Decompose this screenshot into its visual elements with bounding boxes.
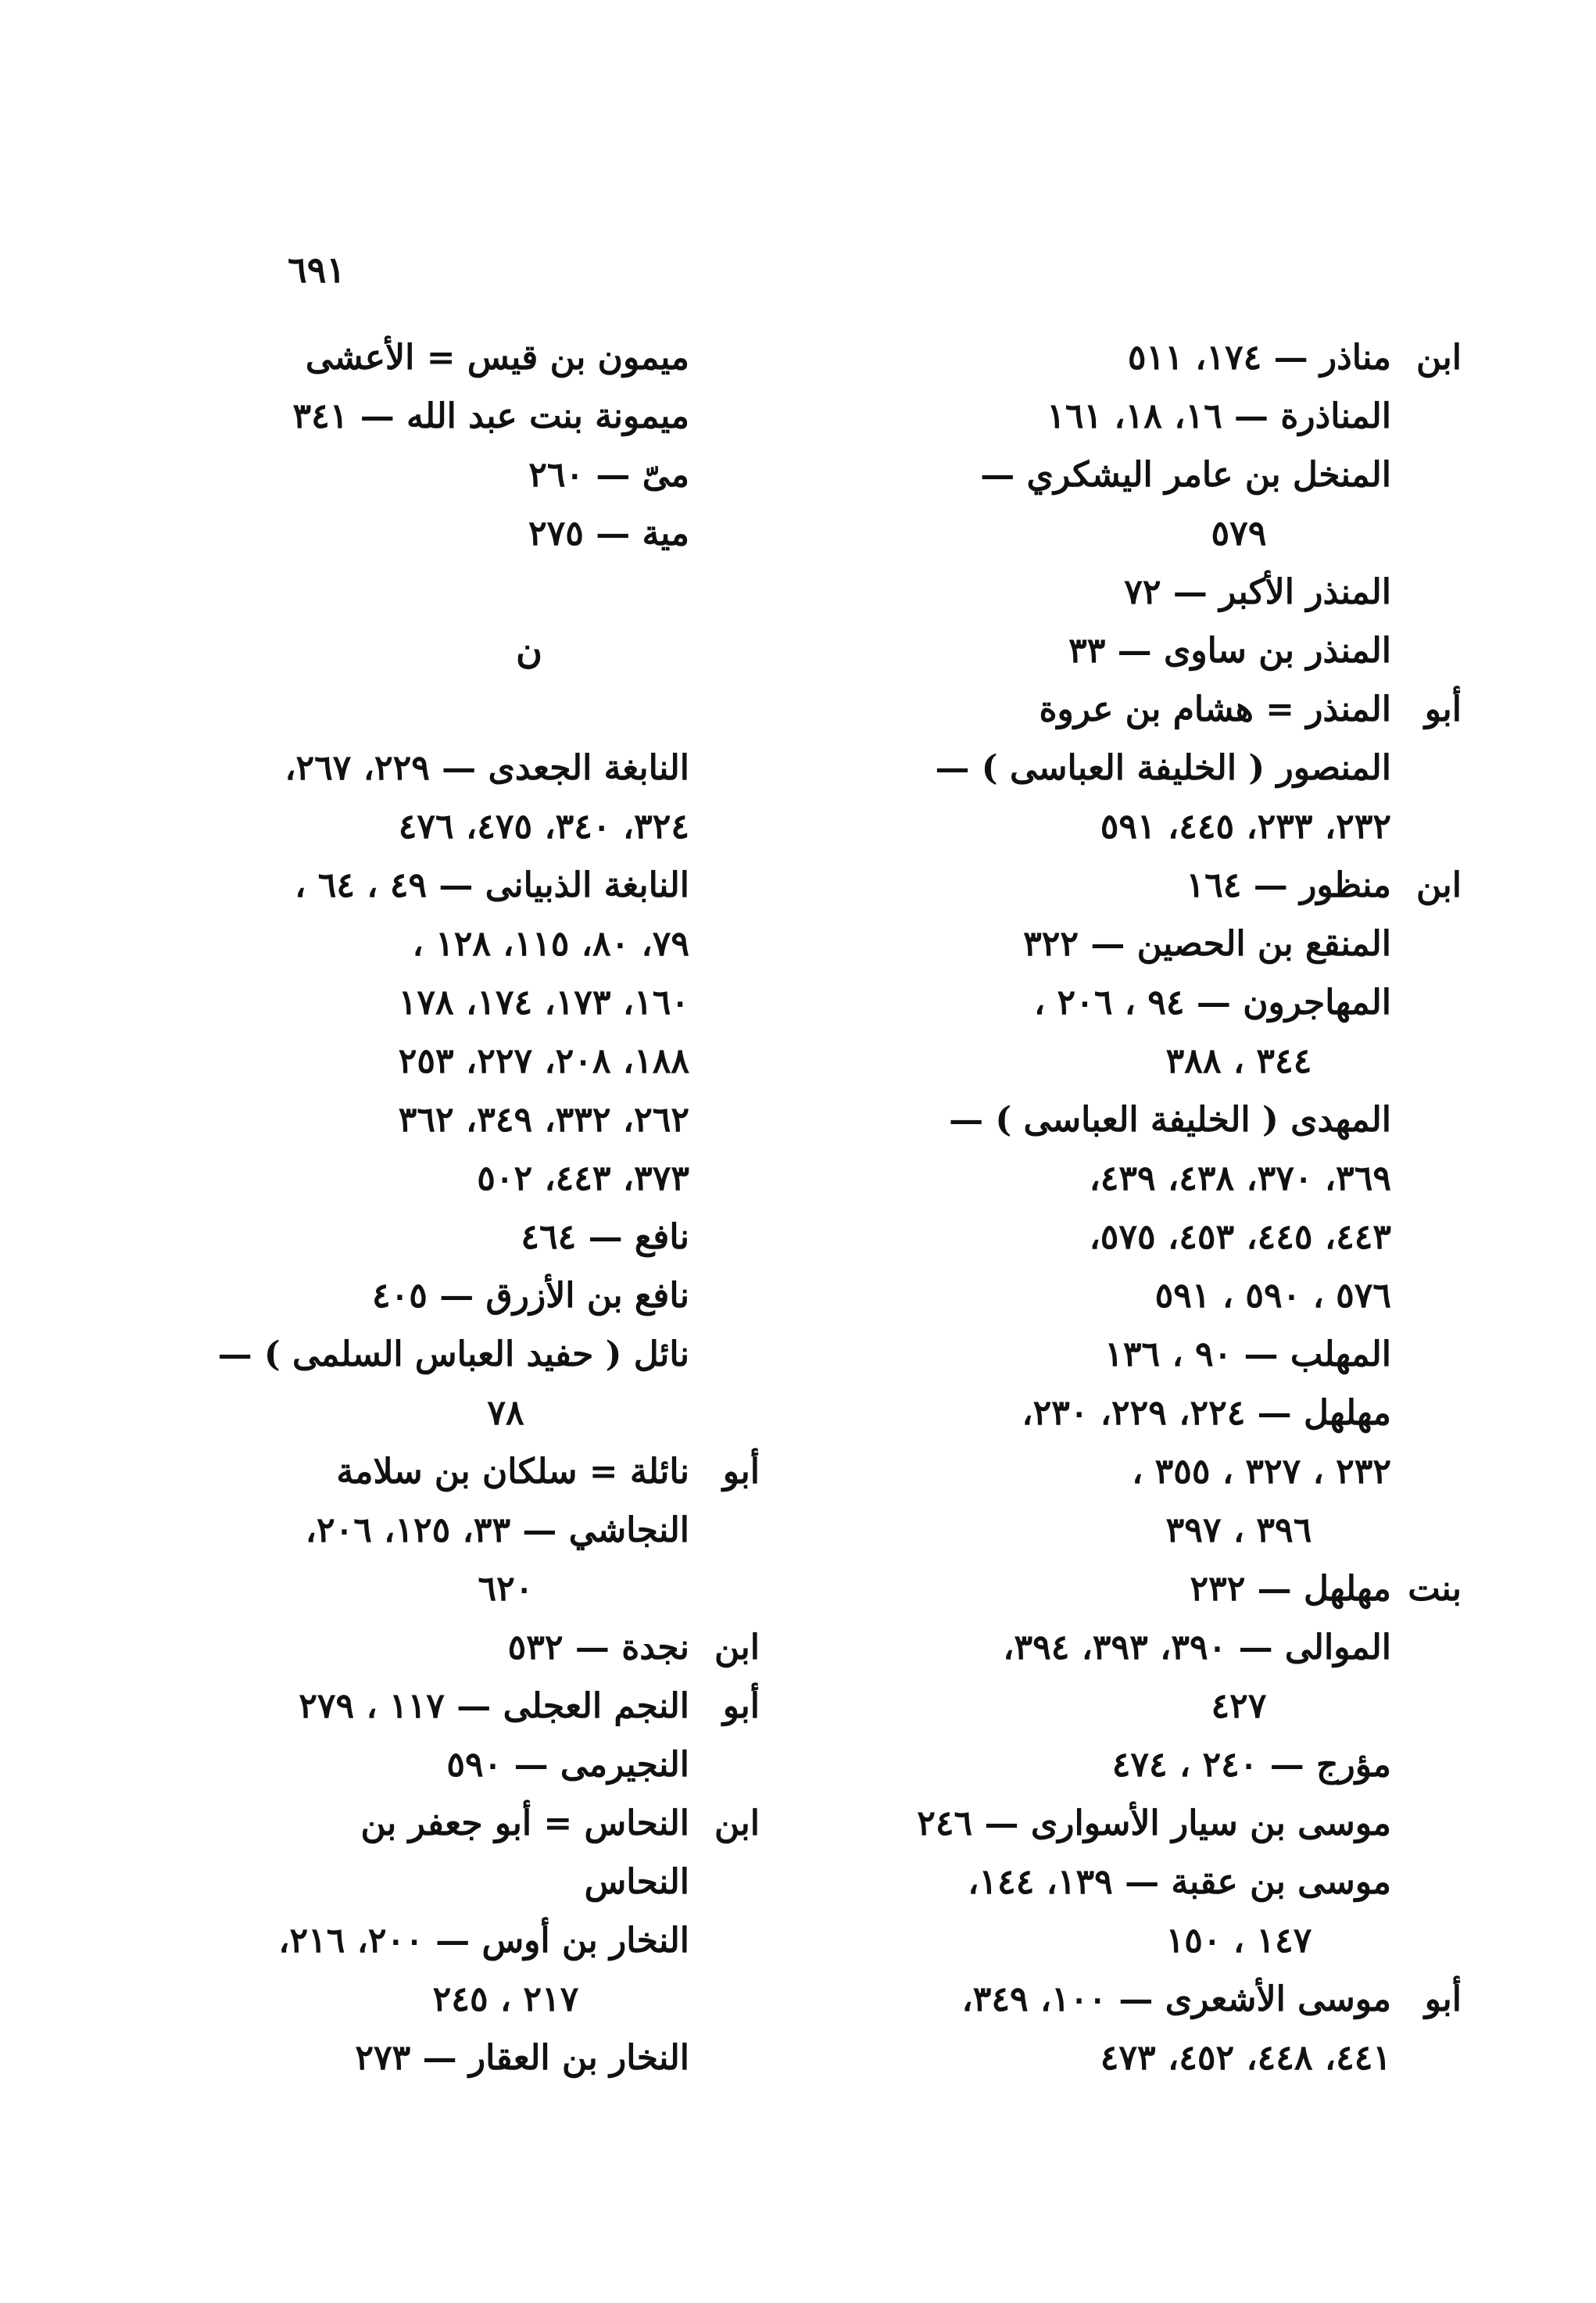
entry-prefix — [1391, 1794, 1462, 1853]
entry-prefix — [689, 1560, 760, 1618]
entry-text: النجاشي — ٣٣، ١٢٥، ٢٠٦، — [305, 1510, 689, 1550]
entry-prefix — [1391, 1091, 1462, 1149]
index-entry — [993, 1149, 1462, 1208]
entry-text: ميمون بن قيس = الأعشى — [305, 338, 689, 378]
index-entry — [228, 387, 760, 446]
entry-text: ٣٤٤ ، ٣٨٨ — [1165, 1041, 1312, 1081]
index-entry — [993, 387, 1462, 446]
entry-text: ١٤٧ ، ١٥٠ — [1165, 1921, 1312, 1961]
entry-prefix — [1391, 1853, 1462, 1911]
index-entry — [228, 504, 760, 563]
entry-prefix — [1391, 504, 1462, 563]
index-entry — [228, 1677, 760, 1735]
index-entry — [228, 856, 760, 915]
index-entry — [917, 1794, 1462, 1853]
index-entry — [993, 1325, 1462, 1384]
entry-text: مهلهل — ٢٢٤، ٢٢٩، ٢٣٠، — [1022, 1393, 1391, 1433]
index-entry — [228, 1208, 760, 1266]
entry-text: ميمونة بنت عبد الله — ٣٤١ — [292, 396, 689, 436]
entry-text: ٥٧٦ ، ٥٩٠ ، ٥٩١ — [1154, 1276, 1391, 1316]
index-column-left — [217, 328, 760, 2087]
index-entry — [228, 1853, 760, 1911]
index-entry — [961, 1970, 1462, 2029]
entry-prefix — [689, 1911, 760, 1970]
entry-text: المنذر = هشام بن عروة — [1039, 689, 1391, 729]
entry-text: ١٦٠، ١٧٣، ١٧٤، ١٧٨ — [398, 983, 689, 1023]
entry-text: ٣٩٦ ، ٣٩٧ — [1165, 1510, 1312, 1550]
entry-prefix — [689, 1208, 760, 1266]
entry-text: المهدى ( الخليفة العباسى ) — — [949, 1100, 1391, 1140]
entry-prefix — [689, 1266, 760, 1325]
entry-text: المنصور ( الخليفة العباسى ) — — [935, 748, 1391, 788]
index-entry — [993, 973, 1462, 1032]
entry-text: نجدة — ٥٣٢ — [507, 1628, 689, 1667]
index-entry — [228, 1442, 760, 1501]
entry-text: ٣٢٤، ٣٤٠، ٤٧٥، ٤٧٦ — [398, 807, 689, 847]
index-entry — [993, 1442, 1462, 1501]
page-number: ٦٩١ — [288, 249, 346, 291]
entry-prefix: أبو — [1424, 1979, 1462, 2019]
entry-text: المناذرة — ١٦، ١٨، ١٦١ — [1047, 396, 1391, 436]
index-column-right — [917, 328, 1462, 2087]
index-entry — [993, 797, 1462, 856]
entry-text: ٤٤١، ٤٤٨، ٤٥٢، ٤٧٣ — [1100, 2038, 1391, 2078]
index-entry — [993, 563, 1462, 621]
index-entry — [993, 1266, 1462, 1325]
index-entry — [228, 2029, 760, 2087]
entry-prefix — [1391, 797, 1462, 856]
index-entry — [217, 1325, 760, 1384]
index-entry — [993, 1677, 1462, 1735]
entry-prefix — [1391, 387, 1462, 446]
entry-text: المهاجرون — ٩٤ ، ٢٠٦ ، — [1034, 983, 1391, 1023]
index-entry — [993, 1384, 1462, 1442]
entry-text: موسى بن سيار الأسوارى — ٢٤٦ — [917, 1803, 1391, 1843]
entry-text: مناذر — ١٧٤، ٥١١ — [1127, 338, 1391, 378]
entry-prefix — [689, 387, 760, 446]
index-entry — [228, 1618, 760, 1677]
index-entry — [968, 1853, 1462, 1911]
entry-prefix — [1391, 1149, 1462, 1208]
entry-text: منظور — ١٦٤ — [1186, 865, 1391, 905]
index-entry — [993, 915, 1462, 973]
index-entry — [228, 1032, 760, 1091]
entry-text: النجم العجلى — ١١٧ ، ٢٧٩ — [299, 1686, 689, 1726]
index-entry — [935, 739, 1462, 797]
entry-text: ٦٢٠ — [478, 1569, 534, 1609]
index-entry — [993, 328, 1462, 387]
index-entry — [228, 739, 760, 797]
entry-prefix — [689, 739, 760, 797]
entry-prefix — [1391, 1384, 1462, 1442]
entry-text: مهلهل — ٢٣٢ — [1190, 1569, 1391, 1609]
entry-text: ٤٤٣، ٤٤٥، ٤٥٣، ٥٧٥، — [1089, 1217, 1391, 1257]
entry-prefix — [1391, 621, 1462, 680]
index-entry — [228, 797, 760, 856]
entry-text: النابغة الذبيانى — ٤٩ ، ٦٤ ، — [295, 865, 689, 905]
entry-prefix — [1391, 915, 1462, 973]
entry-text: موسى الأشعرى — ١٠٠، ٣٤٩، — [961, 1979, 1391, 2019]
entry-prefix: ابن — [714, 1803, 760, 1843]
entry-prefix — [1391, 1208, 1462, 1266]
entry-prefix — [689, 915, 760, 973]
entry-prefix — [689, 1735, 760, 1794]
entry-text: المنذر الأكبر — ٧٢ — [1124, 572, 1391, 612]
entry-prefix — [689, 1091, 760, 1149]
entry-prefix — [1391, 1325, 1462, 1384]
index-entry — [993, 1618, 1462, 1677]
index-entry — [993, 2029, 1462, 2087]
entry-prefix — [689, 1501, 760, 1560]
entry-text: ٧٨ — [487, 1393, 524, 1433]
entry-text: نائلة = سلكان بن سلامة — [336, 1452, 689, 1492]
index-entry — [228, 973, 760, 1032]
index-entry — [949, 1091, 1462, 1149]
entry-text: نافع — ٤٦٤ — [521, 1217, 689, 1257]
entry-prefix — [689, 797, 760, 856]
index-entry — [993, 1911, 1462, 1970]
entry-text: النحاس — [584, 1862, 689, 1902]
index-entry — [993, 1032, 1462, 1091]
index-entry — [228, 1266, 760, 1325]
entry-prefix — [689, 2029, 760, 2087]
entry-text: النابغة الجعدى — ٢٢٩، ٢٦٧، — [284, 748, 689, 788]
entry-prefix — [689, 1384, 760, 1442]
entry-prefix — [1391, 1266, 1462, 1325]
entry-text: ٤٢٧ — [1211, 1686, 1267, 1726]
entry-prefix: أبو — [1424, 689, 1462, 729]
entry-prefix — [689, 973, 760, 1032]
entry-prefix — [1391, 1501, 1462, 1560]
entry-prefix — [1391, 1618, 1462, 1677]
index-entry — [228, 1501, 760, 1560]
entry-prefix — [1391, 1677, 1462, 1735]
entry-prefix — [1391, 446, 1462, 504]
entry-text: ٣٦٩، ٣٧٠، ٤٣٨، ٤٣٩، — [1089, 1159, 1391, 1198]
entry-prefix — [1391, 1911, 1462, 1970]
index-entry — [228, 328, 760, 387]
entry-text: المنقع بن الحصين — ٣٢٢ — [1023, 924, 1391, 964]
index-entry — [993, 1560, 1462, 1618]
entry-text: ٢٦٢، ٣٣٢، ٣٤٩، ٣٦٢ — [398, 1100, 689, 1140]
entry-text: ٧٩، ٨٠، ١١٥، ١٢٨ ، — [412, 924, 689, 964]
entry-prefix: أبو — [722, 1686, 760, 1726]
entry-text: المنخل بن عامر اليشكري — — [980, 455, 1391, 495]
index-entry — [980, 446, 1462, 504]
index-entry — [993, 504, 1462, 563]
entry-text: ٥٧٩ — [1211, 514, 1267, 553]
entry-text: موسى بن عقبة — ١٣٩، ١٤٤، — [968, 1862, 1391, 1902]
entry-text: مية — ٢٧٥ — [528, 514, 689, 553]
entry-prefix: ابن — [714, 1628, 760, 1667]
entry-text: نافع بن الأزرق — ٤٠٥ — [372, 1276, 689, 1316]
entry-text: النخار بن أوس — ٢٠٠، ٢١٦، — [278, 1921, 689, 1961]
index-entry — [993, 1501, 1462, 1560]
entry-prefix — [1391, 563, 1462, 621]
entry-prefix — [1391, 973, 1462, 1032]
entry-prefix — [1391, 1735, 1462, 1794]
entry-prefix: ابن — [1416, 865, 1462, 905]
entry-prefix — [689, 1032, 760, 1091]
section-letter-heading: ن — [516, 629, 542, 672]
index-entry — [993, 680, 1462, 739]
index-entry — [228, 915, 760, 973]
index-entry — [228, 1560, 760, 1618]
index-entry — [228, 1384, 760, 1442]
entry-prefix — [689, 1970, 760, 2029]
entry-text: ٣٧٣، ٤٤٣، ٥٠٢ — [477, 1159, 689, 1198]
entry-prefix: بنت — [1408, 1569, 1462, 1609]
entry-prefix — [689, 1325, 760, 1384]
entry-text: النجيرمى — ٥٩٠ — [446, 1745, 689, 1785]
index-entry — [993, 1208, 1462, 1266]
entry-text: الموالى — ٣٩٠، ٣٩٣، ٣٩٤، — [1003, 1628, 1391, 1667]
entry-prefix — [1391, 739, 1462, 797]
entry-prefix — [689, 504, 760, 563]
entry-text: ٢٣٢، ٢٣٣، ٤٤٥، ٥٩١ — [1100, 807, 1391, 847]
index-entry — [228, 1970, 760, 2029]
index-entry — [228, 446, 760, 504]
entry-prefix: ابن — [1416, 338, 1462, 378]
entry-text: ٢٣٢ ، ٣٢٧ ، ٣٥٥ ، — [1132, 1452, 1391, 1492]
entry-text: ٢١٧ ، ٢٤٥ — [432, 1979, 579, 2019]
entry-text: نائل ( حفيد العباس السلمى ) — — [217, 1334, 689, 1374]
entry-prefix — [689, 446, 760, 504]
entry-prefix — [689, 1149, 760, 1208]
entry-prefix — [1391, 1032, 1462, 1091]
entry-prefix — [689, 328, 760, 387]
entry-text: النخار بن العقار — ٢٧٣ — [355, 2038, 689, 2078]
entry-text: النحاس = أبو جعفر بن — [360, 1803, 689, 1843]
entry-prefix — [1391, 2029, 1462, 2087]
index-entry — [993, 1735, 1462, 1794]
entry-prefix — [1391, 1442, 1462, 1501]
entry-prefix: أبو — [722, 1452, 760, 1492]
index-entry — [993, 621, 1462, 680]
index-entry — [228, 1149, 760, 1208]
index-entry — [228, 1735, 760, 1794]
entry-text: المهلب — ٩٠ ، ١٣٦ — [1104, 1334, 1391, 1374]
entry-text: مؤرج — ٢٤٠ ، ٤٧٤ — [1111, 1745, 1391, 1785]
index-entry — [228, 1911, 760, 1970]
index-entry — [993, 856, 1462, 915]
entry-text: مىّ — ٢٦٠ — [528, 455, 689, 495]
index-entry — [228, 1091, 760, 1149]
entry-prefix — [689, 856, 760, 915]
entry-text: المنذر بن ساوى — ٣٣ — [1068, 631, 1391, 671]
index-entry — [228, 1794, 760, 1853]
entry-text: ١٨٨، ٢٠٨، ٢٢٧، ٢٥٣ — [398, 1041, 689, 1081]
entry-prefix — [689, 1853, 760, 1911]
